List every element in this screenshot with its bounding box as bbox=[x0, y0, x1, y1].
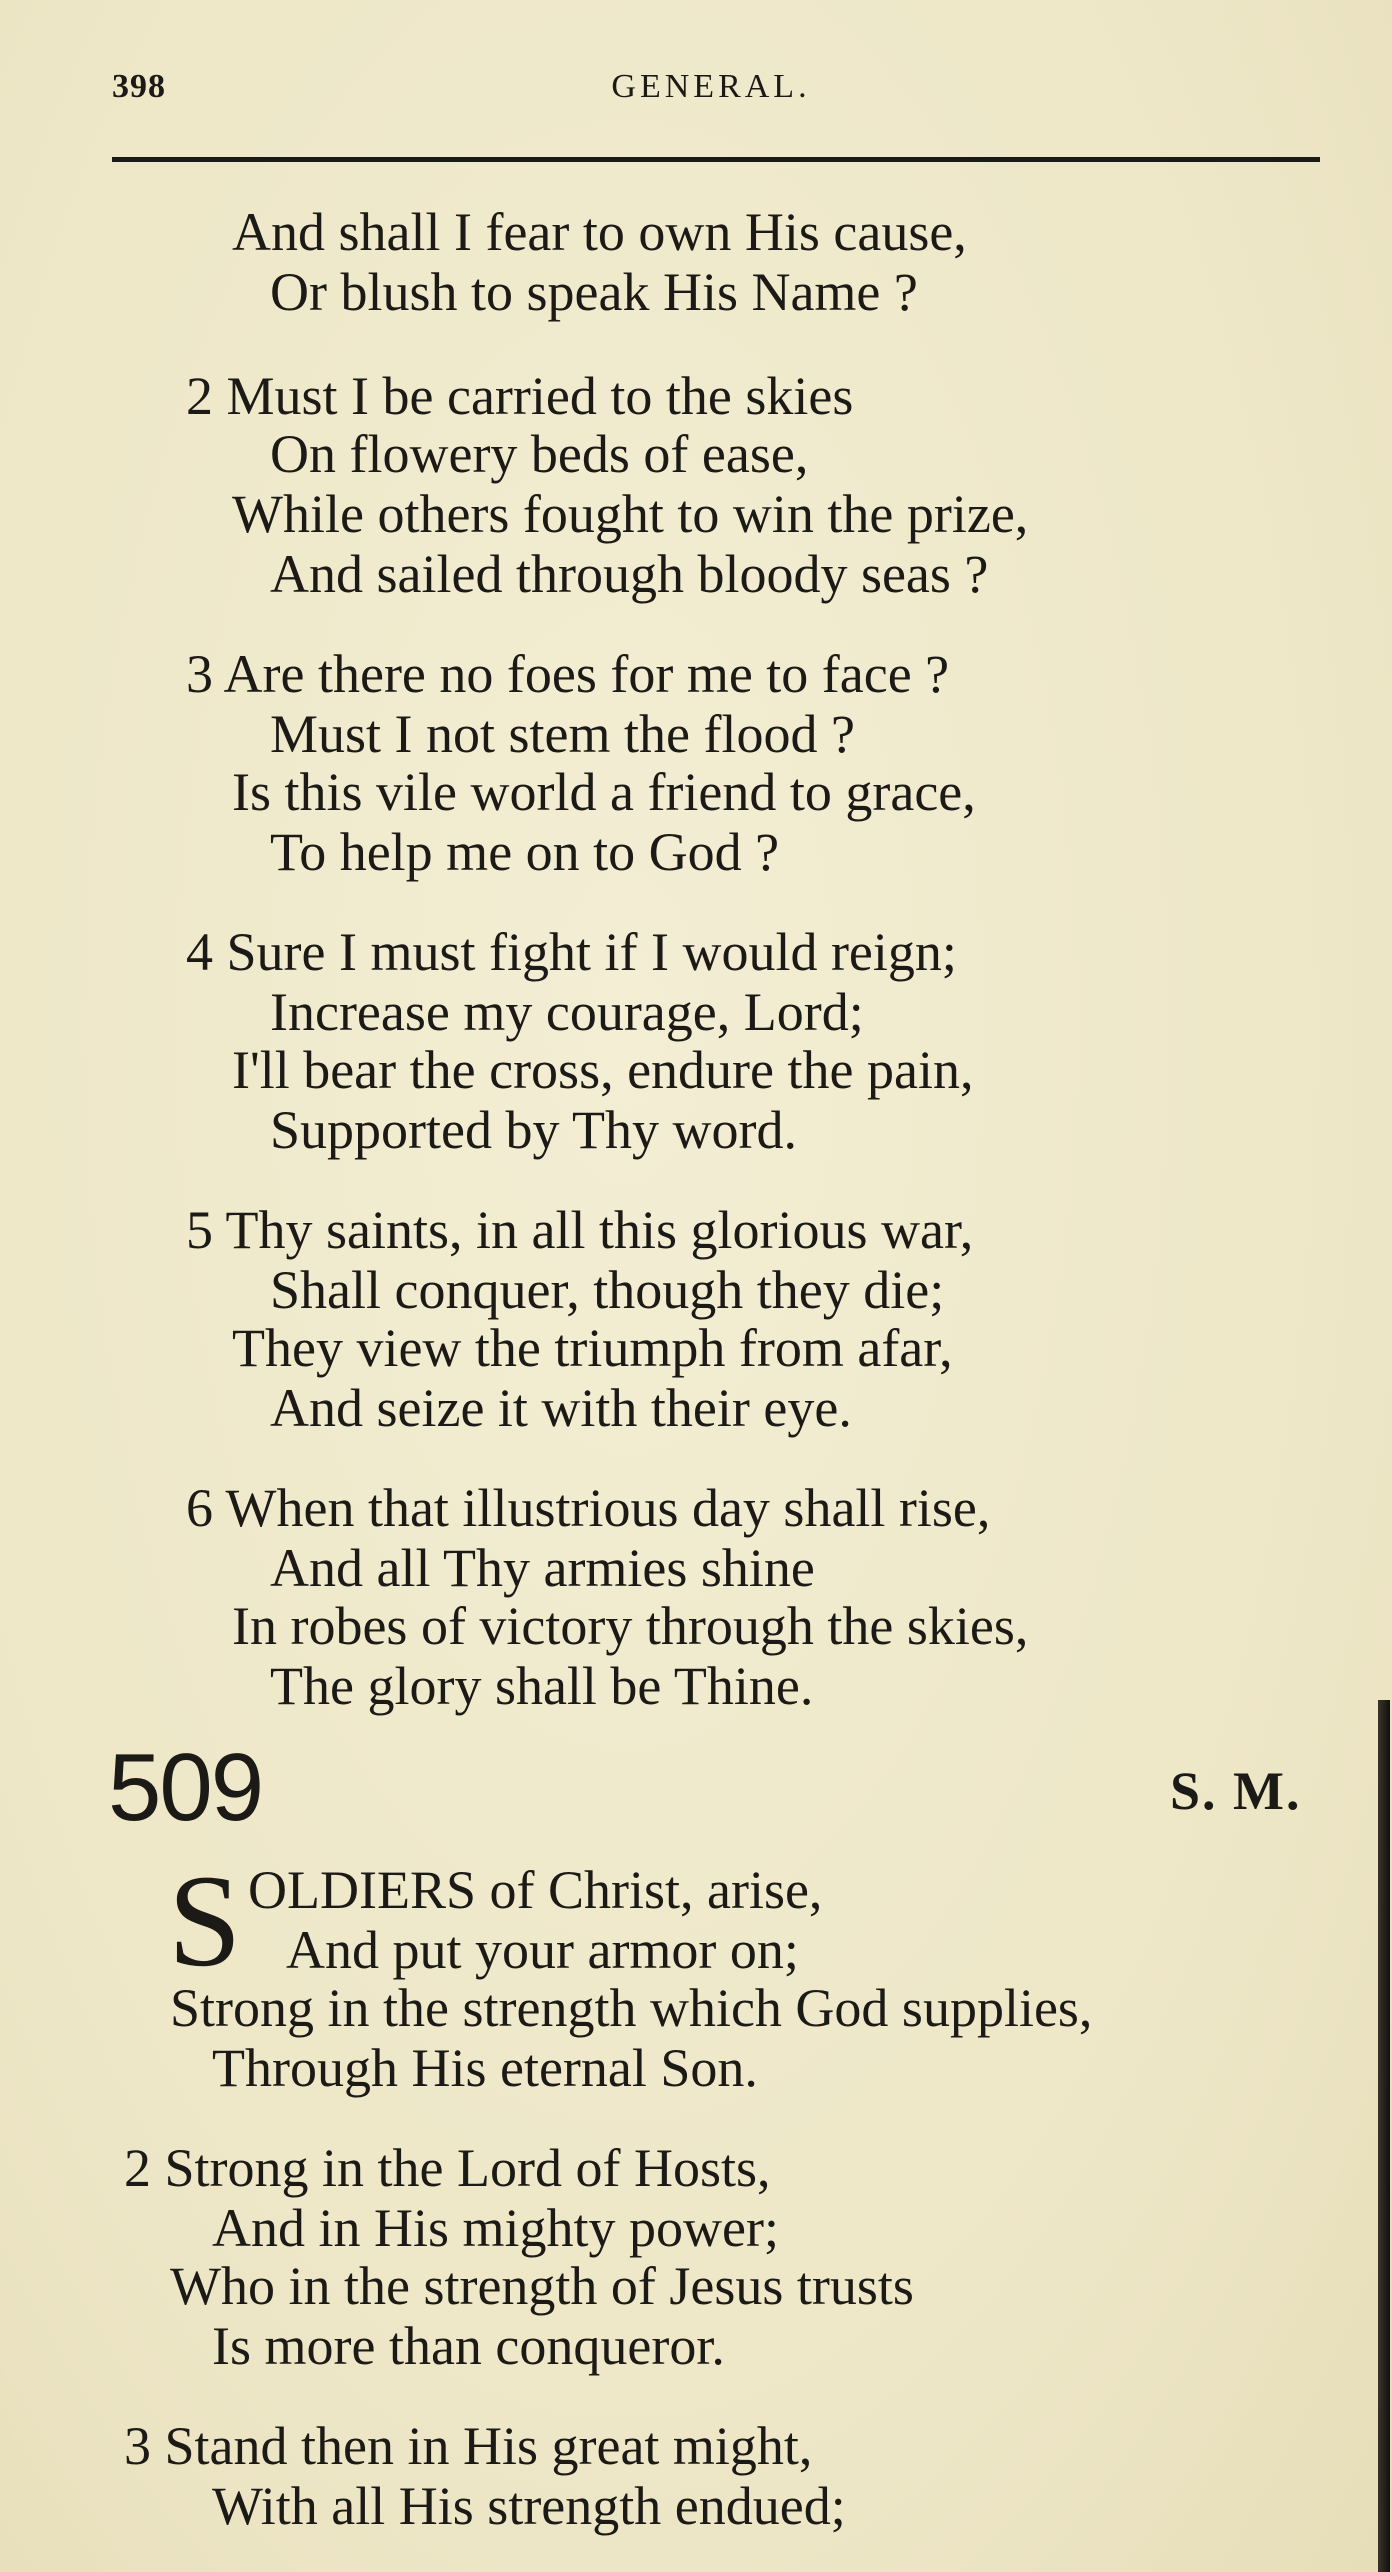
hymn-number: 509 bbox=[108, 1734, 263, 1841]
page-number: 398 bbox=[112, 68, 166, 105]
verse-line: And in His mighty power; bbox=[212, 2198, 779, 2258]
verse-line: And put your armor on; bbox=[286, 1920, 799, 1980]
verse-line: OLDIERS of Christ, arise, bbox=[248, 1860, 823, 1920]
header-rule bbox=[112, 157, 1320, 162]
verse-line: They view the triumph from afar, bbox=[232, 1318, 953, 1378]
verse-line: And sailed through bloody seas ? bbox=[270, 544, 989, 604]
verse-line: Through His eternal Son. bbox=[212, 2038, 758, 2098]
verse-line: Is more than conqueror. bbox=[212, 2316, 725, 2376]
verse-line: Who in the strength of Jesus trusts bbox=[170, 2256, 914, 2316]
verse-line: And shall I fear to own His cause, bbox=[232, 202, 967, 262]
verse-line: Or blush to speak His Name ? bbox=[270, 262, 918, 322]
verse-line: Must I not stem the flood ? bbox=[270, 704, 855, 764]
verse-line: I'll bear the cross, endure the pain, bbox=[232, 1040, 974, 1100]
verse-line: 2 Strong in the Lord of Hosts, bbox=[124, 2138, 771, 2198]
verse-line: While others fought to win the prize, bbox=[232, 484, 1029, 544]
verse-line: 3 Stand then in His great might, bbox=[124, 2416, 813, 2476]
page-edge-shadow bbox=[1378, 1700, 1390, 2572]
verse-line: On flowery beds of ease, bbox=[270, 424, 809, 484]
verse-line: 4 Sure I must fight if I would reign; bbox=[186, 922, 957, 982]
verse-line: 2 Must I be carried to the skies bbox=[186, 366, 854, 426]
drop-cap: S bbox=[168, 1847, 242, 1994]
verse-line: 6 When that illustrious day shall rise, bbox=[186, 1478, 991, 1538]
verse-line: With all His strength endued; bbox=[212, 2476, 846, 2536]
verse-line: Supported by Thy word. bbox=[270, 1100, 797, 1160]
verse-line: The glory shall be Thine. bbox=[270, 1656, 814, 1716]
verse-line: In robes of victory through the skies, bbox=[232, 1596, 1029, 1656]
verse-line: Strong in the strength which God supplies, bbox=[170, 1978, 1093, 2038]
section-title: GENERAL. bbox=[611, 68, 811, 105]
verse-line: 5 Thy saints, in all this glorious war, bbox=[186, 1200, 974, 1260]
verse-line: Is this vile world a friend to grace, bbox=[232, 762, 976, 822]
verse-line: Increase my courage, Lord; bbox=[270, 982, 864, 1042]
verse-line: And all Thy armies shine bbox=[270, 1538, 815, 1598]
verse-line: And seize it with their eye. bbox=[270, 1378, 852, 1438]
verse-line: To help me on to God ? bbox=[270, 822, 780, 882]
verse-line: Shall conquer, though they die; bbox=[270, 1260, 945, 1320]
hymn-meter: S. M. bbox=[1170, 1761, 1302, 1821]
verse-line: 3 Are there no foes for me to face ? bbox=[186, 644, 950, 704]
